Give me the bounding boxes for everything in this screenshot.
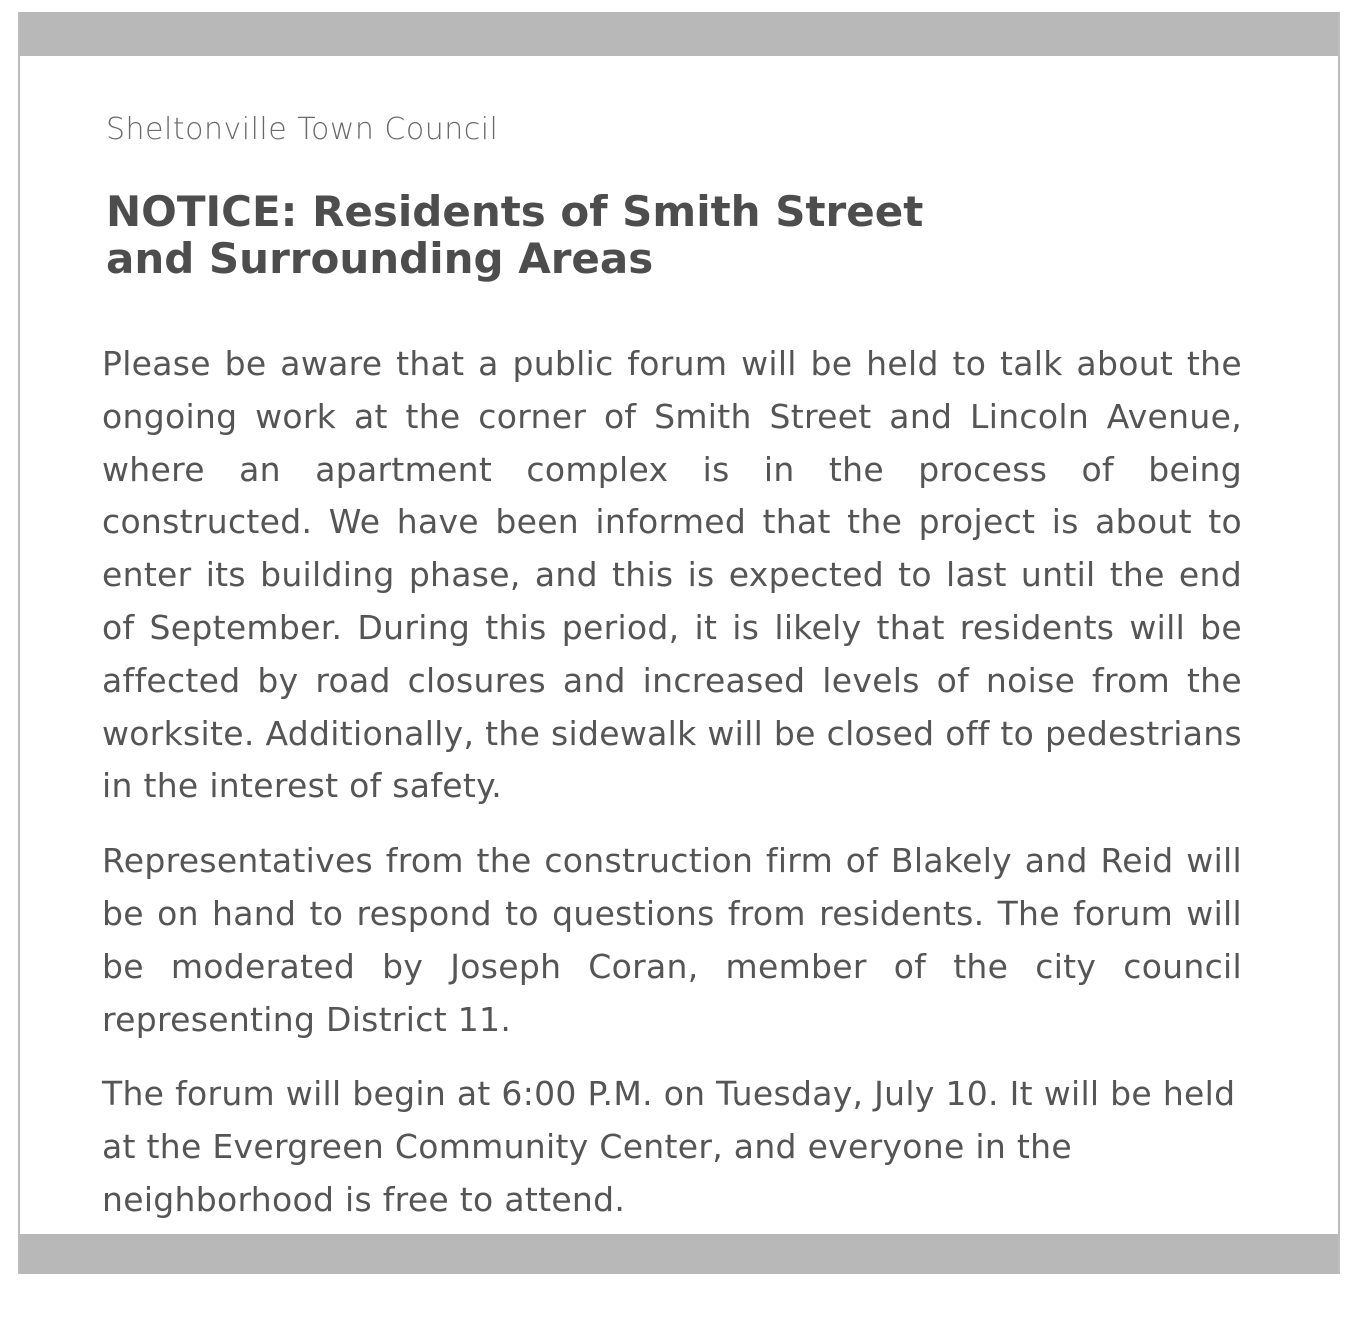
paragraph-forum-details: The forum will begin at 6:00 P.M. on Tuesday, July 10. It will be held at the Evergreen Community Center, and everyone in the neighborhood is free to attend. [102, 1074, 1236, 1220]
notice-frame [18, 12, 1340, 1274]
top-border-bar [20, 12, 1338, 56]
paragraph-construction-info: Please be aware that a public forum will be held to talk about the ongoing work at the corner of Smith Street and Lincoln Avenue, where an apartment complex is in the process of being constructed. We have been informed that the project is about to enter its building phase, and this is expected to last until the end of September. During this period, it is likely that residents will be affected by road closures and increased levels of noise from the worksite. Additionally, the sidewalk will be closed off to pedestrians in the interest of safety. [102, 344, 1242, 806]
organization-name: Sheltonville Town Council [106, 112, 499, 147]
paragraph-representatives: Representatives from the construction firm of Blakely and Reid will be on hand to respond to questions from residents. The forum will be moderated by Joseph Coran, member of the city council representing District 11. [102, 841, 1242, 1039]
notice-content [102, 112, 1242, 1249]
notice-title: NOTICE: Residents of Smith Street and Surrounding Areas [106, 187, 924, 284]
bottom-border-bar [20, 1234, 1338, 1274]
